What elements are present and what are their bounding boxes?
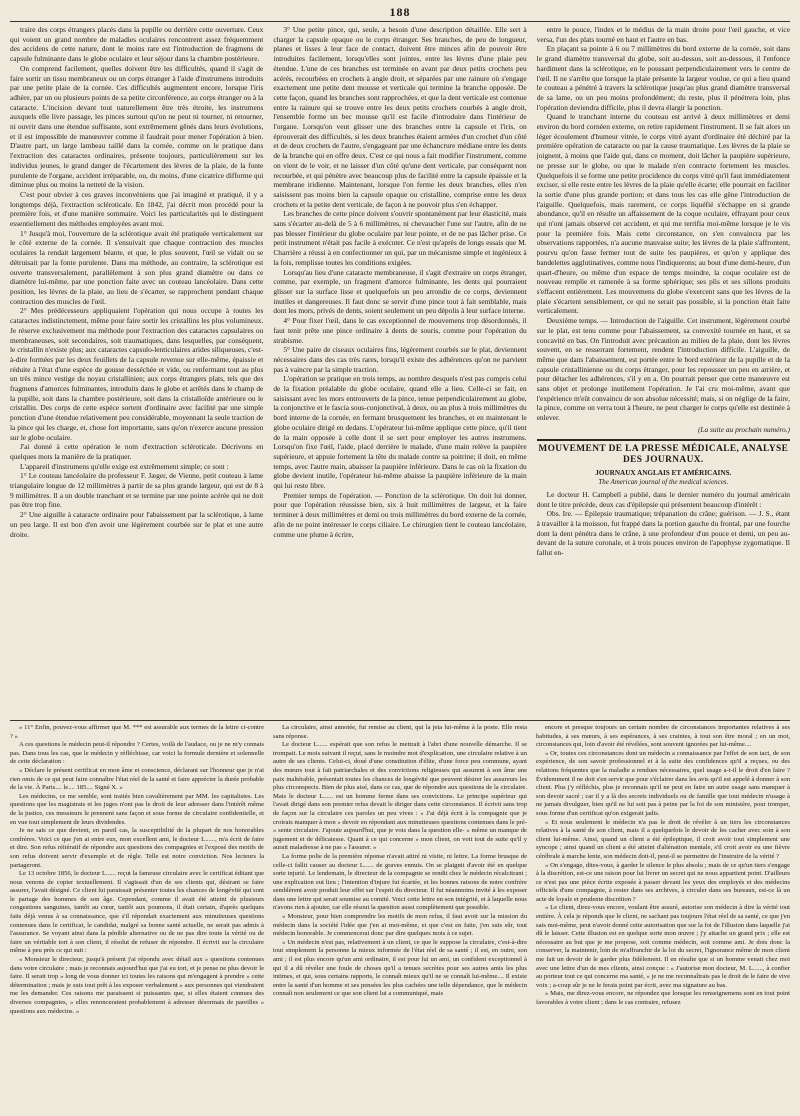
paragraph: Le 13 octobre 1856, le docteur L...... reçut la fameuse circulaire avec le certificat éditant que nous venons de copier textuellement. Il s'agissait d'un de ses clients qui, désirant se faire assurer, l'avait désigné. Ce client lui paraissait présenter toutes les chances de longévité qui sont le partage des hommes de son âge. Cependant, comme il avait été atteint de plusieurs congestions sanguines, tantôt au cœur, tantôt aux poumons, il était certain, d'après quelques faits déjà venus à sa connaissance, que s'il répondait exactement aux minutieuses questions contenues dans le certificat, le candidat, malgré sa bonne santé actuelle, ne serait pas admis à l'assurance. Se voyant ainsi dans la pénible alternative ou de ne pas dire toute la vérité ou de faire un véritable tort à son client, il résolut de refuser de répondre. Il écrivit sur la circulaire même à peu près ce qui suit : bbox=[10, 870, 264, 955]
paragraph: « Or, toutes ces circonstances dont un médecin a connaissance par l'effet de son tact, de son expérience, de son savoir professionnel et à la suite des confidences qu'il a reçues, ou des relations fréquentes que la maladie a rendues nécessaires, quel usage a-t-il le droit d'en faire ? Évidemment il ne doit s'en servir que pour s'éclairer dans les avis qu'il est appelé à donner à son client. Plus j'y réfléchis, plus je reconnais qu'il ne peut en faire un autre usage sans manquer à son devoir sacré ; car il y a là des secrets individuels ou de famille que tout médecin n'usage à ne jamais divulguer, bien qu'il ne lui soit pas à peine par la foi de son ministère, pour tromper, sous forme d'un certificat qu'on exigerait jadis. bbox=[536, 749, 790, 817]
paragraph: Obs. Ire. — Épilepsie traumatique; trépanation du crâne; guérison. — J. S., étant à travailler à la moisson, fut frappé dans la portion gauche du frontal, par une fourche dont la dent pénétra dans le crâne, à une profondeur d'un pouce et demi, un peu au-devant de la suture coronale, et à trois pouces environ de l'apophyse zygomatique. Il fallut en- bbox=[536, 509, 790, 558]
paragraph: 3° Une petite pince, qui, seule, a besoin d'une description détaillée. Elle sert à charger la capsule opaque ou le corps étranger. Ses branches, de peu de longueur, planes et lisses à leur face de contact, doivent être minces afin de pouvoir être introduites facilement, lorsqu'elles sont jointes, entre les lèvres d'une plaie peu étendue. L'une de ces branches est terminée en avant par deux petits crochets peu acérés, recourbées en crochets à angle droit, et séparées par une rainure où s'engage exactement une petite dent mousse et verticale qui termine la branche opposée. De cette façon, quand les branches sont rapprochées, et que la dent verticale est contenue entre la rainure qui se trouve entre les deux petits crochets courbés à angle droit, l'ensemble forme un bec mousse qu'il est facile d'introduire dans l'intérieur de l'organe. Lorsqu'on veut glisser une des branches entre la capsule et l'iris, on éprouverait des difficultés, si les deux branches étaient armées d'un crochet d'un côté et de deux crochets de l'autre, s'engageant par une échancrure médiane entre les dents de la branche qui en offre deux. C'est ce qui nous a fait modifier l'instrument, comme on vient de le voir, et ne laisser d'un côté qu'une dent verticale, par conséquent non recourbée, et qui pénètre avec beaucoup plus de facilité entre la capsule épaissie et la membrane iridienne. Maintenant, lorsque l'on ferme les deux branches, elles n'en saisissent pas moins bien la capsule opaque ou cristalline, comprise entre les deux crochets et la petite dent verticale, de façon à ne pouvoir plus s'en échapper. bbox=[273, 25, 527, 209]
paragraph: C'est pour obvier à ces graves inconvéniens que j'ai imaginé et pratiqué, il y a longtemps déjà, l'extraction scléroticale. En 1842, j'ai décrit mon procédé pour la première fois, et d'une manière sommaire. Voici les particularités qui le distinguent essentiellement des méthodes employées avant moi. bbox=[10, 189, 264, 229]
feuilleton-rule bbox=[10, 720, 790, 721]
article-columns bbox=[10, 25, 790, 717]
paragraph: » 11° Enfin, pouvez-vous affirmer que M. *** est assurable aux termes de la lettre ci-contre ? » bbox=[10, 724, 264, 740]
paragraph: On comprend facilement, quelles doivent être les difficultés, quand il s'agit de faire sortir un tissu membraneux ou un corps étranger à l'aide d'instrumens introduits par une petite plaie de la cornée. Ces difficultés augmentent encore, lorsque l'iris adhère, par un ou plusieurs points de sa petite circonférence, au corps étranger ou à la cataracte. L'incision devant tout naturellement être très étroite, les instrumens auxquels elle livre passage, les pinces surtout qu'on ne peut ni tourner, ni retourner, ni ouvrir dans une étendue suffisante, sont extrêmement gênés dans leurs évolutions, et il est impossible de manœuvrer comme il faudrait pour mener l'opération à bien. D'autre part, un large lambeau taillé dans la cornée, comme on le pratique dans l'extraction des cataractes ordinaires, présente toujours, particulièrement sur les individus jeunes, le grand danger de l'écartement des lèvres de la plaie, de la fonte purulente de l'organe, accident irréparable, ou, du moins, d'une cicatrice difforme qui diminue plus ou moins la netteté de la vision. bbox=[10, 63, 264, 190]
header-rule bbox=[10, 21, 790, 22]
section-subtitle: JOURNAUX ANGLAIS ET AMÉRICAINS. bbox=[595, 468, 732, 477]
paragraph: Quand le tranchant interne du couteau est arrivé à deux millimètres et demi environ du bord cornéen externe, on retire rapidement l'instrument. Il se fait alors un léger écoulement d'humeur vitrée, le corps vitré ayant d'ordinaire été déchiré par la première opération de cataracte ou par la cause traumatique. Les lèvres de la plaie se joignent, à moins que l'aide qui, dans ce moment, doit lâcher la paupière supérieure, ne presse sur le globe, ou que le malade n'en contracte fortement les muscles. Quelquefois il se forme une petite procidence du corps vitré qu'il faut immédiatement exciser, si elle reste entre les lèvres de la plaie qu'elle écarte; elle pourrait en faciliter la sortie d'une plus grande portion; et dans tous les cas elle gêne l'introduction de l'aiguille. Quelquefois, mais rarement, ce corps liquéfié s'échappe en si grande abondance, qu'il en résulte un affaissement de la coque oculaire, effrayant pour ceux qui n'ont jamais observé cet accident, et qui me terrifia moi-même lorsque je le vis pour la première fois. Mais cette circonstance, on s'en convaincra par les observations rapportées, n'a aucune mauvaise suite; les lèvres de la plaie s'affrontent, pourvu qu'on fasse fermer tout de suite les paupières, et qu'on y applique des bandelettes agglutinatives, comme nous l'indiquerons; au bout d'une demi-heure, d'un quart-d'heure, ou même d'un espace de temps moindre, la coque oculaire est de nouveau remplie et ramenée à sa forme sphérique; ses plis et ses sillons produits s'effacent entièrement. Les mouvemens du globe s'exercent sans que les lèvres de la plaie s'écartent sensiblement, ce qui ne serait pas possible, si la ponction était faite verticalement. bbox=[536, 112, 790, 316]
paragraph: Premier temps de l'opération. — Ponction de la sclérotique. On doit lui donner, pour que l'opération réussisse bien, six à huit millimètres de largeur, et la faire terminer à deux millimètres et demi ou trois millimètres du bord externe de la cornée, afin de ne point intéresser le corps ciliaire. Le chirurgien tient le couteau lancéolaire, comme une plume à écrire, bbox=[273, 490, 527, 539]
paragraph: Les branches de cette pince doivent s'ouvrir spontanément par leur élasticité, mais sans s'écarter au-delà de 5 à 6 millimètres, ni chevaucher l'une sur l'autre, afin de ne pas blesser l'intérieur du globe oculaire par leur pointe, et de ne pas lâcher prise. Ce petit instrument n'était pas facile à exécuter. Ce n'est qu'après de longs essais que M. Charrière a réussi à en confectionner un qui, par un mécanisme simple et ingénieux à la fois, remplisse toutes les conditions exigées. bbox=[273, 209, 527, 267]
paragraph: Lorsqu'au lieu d'une cataracte membraneuse, il s'agit d'extraire un corps étranger, comme, par exemple, un fragment d'amorce fulminante, les dents qui pourraient glisser sur la surface lisse et quelquefois un peu arrondie de ce corps, deviennent inutiles et dangereuses. Il faut donc se servir d'une pince tout à fait semblable, mais dont les mors, privés de dents, soient seulement un peu dépolis à leur surface interne. bbox=[273, 267, 527, 316]
paragraph: L'appareil d'instrumens qu'elle exige est extrêmement simple; ce sont : bbox=[20, 461, 229, 471]
feuilleton-column-3 bbox=[536, 724, 790, 1116]
paragraph: « Monsieur le directeur, jusqu'à présent j'ai répondu avec détail aux » questions contenues dans votre circulaire ; mais je reconnais aujourd'hui que j'ai eu tort, et je pense ne plus devoir le faire. Il serait trop » long de vous donner ici toutes les raisons qui m'engagent à prendre » cette détermination ; mais je suis tout prêt à les exposer verbalement » aux personnes qui viendraient me les demander. Ces raisons me paraissent si puissantes que, si elles étaient connues des diverses compagnies, » elles renonceraient probablement à adresser désormais de pareilles » questions aux médecins. » bbox=[10, 956, 264, 1015]
column-2 bbox=[273, 25, 526, 717]
paragraph: J'ai donné à cette opération le nom d'extraction scléroticale. Décrivons en quelques mots la manière de la pratiquer. bbox=[10, 442, 264, 461]
paragraph: Le docteur L...... espérait que son refus le mettrait à l'abri d'une nouvelle démarche. Il se trompait. Le mois suivant il reçut, sans le moindre mot d'explication, une circulaire relative à un autre de ses clients. Celui-ci, doué d'une constitution d'élite, d'une force peu commune, ayant des mœurs tout à fait patriarchales et des convictions religieuses qui assurent à son âme une paix inaltérable, présentait toutes les chances de longévité que peuvent désirer les assureurs les plus circonspects. Bien de plus aisé, dans ce cas, que de répondre aux questions de la circulaire. Mais le docteur L...... est un homme ferme dans ses convictions. Le principe supérieur qui l'avait dirigé dans son premier refus devait le diriger dans cette circonstance. Il écrivit sans trop de façon sur la circulaire ces paroles un peu vives : « J'ai déjà écrit à la compagnie que je croirais manquer à mon » devoir en répondant aux minutieuses questions contenues dans le pré- » sente circulaire. J'ajoute aujourd'hui, que je vois dans la question elle- » même un manque de jugement et de délicatesse. Quant à ce qui concerne » mon client, on voit tout de suite qu'il y aurait maladresse à ne pas » l'assurer. » bbox=[273, 741, 527, 852]
feuilleton-column-2 bbox=[273, 724, 527, 1116]
paragraph: 1° Jusqu'à moi, l'ouverture de la sclérotique avait été pratiquée verticalement sur le côté externe de la cornée. Il s'ensuivait que chaque contraction des muscles oculaires la rendait largement béante, et que, le plus souvent, l'œil se vidait ou se détruisait par la fonte purulente. Dans ma méthode, au contraire, la sclérotique est ouverte transversalement, parallèlement à son plus grand diamètre ou dans ce diamètre lui-même, par une ponction faite avec un couteau lancéolaire. Dans cette position, les lèvres de la plaie, au lieu de s'écarter, se rapprochent pendant chaque contraction des muscles de l'œil. bbox=[10, 228, 264, 306]
paragraph: 4° Pour fixer l'œil, dans le cas exceptionnel de mouvemens trop désordonnés, il faut tenir prête une pince ordinaire à dents de souris, comme pour l'opération du strabisme. bbox=[273, 316, 527, 345]
continued-note: (La suite au prochain numéro.) bbox=[697, 424, 790, 434]
paragraph: Les médecins, ce me semble, sont traités bien cavalièrement par MM. les capitalistes. Les questions que les magistrats et les juges n'ont pas le droit de leur adresser dans l'intérêt même de la justice, ces messieurs le prennent sans façon et sous forme de circulaire confidentielle, et en vue tout simplement de leurs dividendes. bbox=[10, 792, 264, 826]
paragraph: Le docteur H. Campbell a publié, dans le dernier numéro du journal américain dont le titre précède, deux cas d'épilepsie qui présentent beaucoup d'intérêt : bbox=[536, 489, 790, 509]
paragraph: « Déclare le présent certificat en mon âme et conscience, déclarant sur l'honneur que je n'ai rien omis de ce qui peut faire connaître l'état réel de la santé et faire apprécier la durée probable de la vie. À Paris.... le.... 185.... Signé X. » bbox=[10, 766, 264, 792]
paragraph: Deuxième temps. — Introduction de l'aiguille. Cet instrument, légèrement courbé sur le plat, est tenu comme pour l'abaissement, sa convexité tournée en haut, et sa concavité en bas. On l'introduit avec précaution au milieu de la plaie, dont les lèvres souvent, en se resserrant fortement, rendent l'introduction difficile. L'aiguille, de même que dans l'abaissement, est portée entre le bord extérieur de la pupille et de la capsule cristallinienne ou du corps étranger, pour les repousser un peu en arrière, et pour détacher les adhérences, s'il y en a. On pourrait penser que cette manœuvre est sans objet et prolonge inutilement l'opération. Je l'ai cru moi-même, avant que l'expérience m'eût convaincu de son absolue nécessité; mais, si on néglige de la faire, la pince, comme on verra tout à l'heure, ne peut charger le corps qu'elle est destinée à enlever. bbox=[536, 316, 790, 423]
paragraph: « Le client, direz-vous encore, voulant être assuré, autorise son médecin à dire la vérité tout entière. À cela je réponds que le client, ne sachant pas toujours l'état réel de sa santé, ce que j'en sais moi-même, peut n'avoir donné cette autorisation que sur la foi de l'illusion dans laquelle j'ai dû le laisser. Cette illusion est en quelque sorte mon œuvre ; j'y attache un grand prix ; elle est nécessaire au but que je me propose, soit comme médecin, soit comme ami. Je dois donc la conserver, la maintenir, loin de m'affranchir de la loi du secret, l'ignorance même de mon client me fait un devoir de le garder plus fidèlement. Il en résulte que si un homme venait chez moi avec une lettre d'un de mes clients, ainsi conçue : « J'autorise mon docteur, M. L......, à confier au porteur tout ce qui concerne ma santé, » je ne me reconnaîtrais pas le droit de le faire de vive voix ; a-coup sûr je ne le ferais point par écrit, avec ma signature au bas. bbox=[536, 904, 790, 989]
paragraph: L'opération se pratique en trois temps, au nombre desquels n'est pas compris celui de la fixation préalable du globe oculaire, quand elle a lieu. Celle-ci se fait, en saisissant avec les mors entrouverts de la pince, tenue perpendiculairement au globe, la conjonctive et le fascia sous-conjonctival, à deux, ou au plus à trois millimètres du bord interne de la cornée, en fermant brusquement les branches, et en maintenant le globe oculaire dirigé en dedans. L'opérateur lui-même applique cette pince, qu'il tient de la main opposée à celle dont il se sert pour employer les autres instrumens. Lorsqu'on fixe l'œil, l'aide, placé derrière le malade, d'une main relève la paupière supérieure, et appuie fortement la tête du malade contre sa poitrine; il doit, en même temps, avec l'autre main, abaisser la paupière inférieure. Dans le cas où la fixation du globe devient inutile, l'opérateur lui-même abaisse la paupière inférieure de la main qui lui reste libre. bbox=[273, 374, 527, 491]
feuilleton-columns bbox=[10, 724, 790, 1116]
feuilleton-column-1 bbox=[10, 724, 264, 1116]
paragraph: En plaçant sa pointe à 6 ou 7 millimètres du bord externe de la cornée, soit dans le grand diamètre transversal du globe, soit au-dessus, soit au-dessous, il l'enfonce hardiment dans la sclérotique, en le poussant perpendiculairement vers le centre de l'œil. Il ne s'arrête que lorsque la plaie présente la largeur voulue, ce qui a lieu quand le couteau a pénétré à travers la sclérotique jusqu'au plus grand diamètre transversal de sa lame, ou un peu moins profondément; du reste, plus il pénétrera loin, plus l'opération deviendra difficile, plus il devra élargir la ponction. bbox=[536, 44, 790, 112]
paragraph: 2° Une aiguille à cataracte ordinaire pour l'abaissement par la sclérotique, à lame un peu large. Il est bon d'en avoir une légèrement courbée sur le plat et une autre droite. bbox=[10, 510, 264, 539]
paragraph: A ces questions le médecin peut-il répondre ? Certes, voilà de l'audace, ou je ne m'y connais pas. Dans tous les cas, que le médecin y réfléchisse, car voici la formule dernière et solennelle de cette déclaration : bbox=[10, 741, 264, 766]
paragraph: 1° Le couteau lancéolaire du professeur F. Jæger, de Vienne, petit couteau à lame triangulaire longue de 12 millimètres à partir de sa plus grande largeur, qui est de 8 à 9 millimètres. Il a un double tranchant et se termine par une pointe acérée qui ne doit pas être trop fine. bbox=[10, 471, 264, 510]
paragraph: La circulaire, ainsi annotée, fut remise au client, qui la jeta lui-même à la poste. Elle resta sans réponse. bbox=[273, 724, 527, 740]
paragraph: 2° Mes prédécesseurs appliquaient l'opération qui nous occupe à toutes les cataractes indistinctement, même pour faire sortir les cristallins les plus volumineux. Je réserve exclusivement ma méthode pour l'extraction des cataractes capsulaires ou membraneuses, soit secondaires, soit traumatiques, dans lesquelles, par conséquent, le cristallin n'existe plus; aux cataractes capsulo-lenticulaires arides siliqueuses, c'est-à-dire formées par les deux feuillets de la capsule revenue sur elle-même, épaissie et réduite à l'état d'une espèce de gousse desséchée et vide, ou renfermant tout au plus un très mince vestige du noyau cristallinien; aux corps étrangers plats, tels que des fragmens d'amorces fulminantes, introduits dans le globe et arrêtés dans le champ de la pupille, soit dans la chambre postérieure, soit dans la cristalloïde antérieure ou le cristallin. Des corps de cette espèce sortent d'ordinaire avec facilité par une simple ponction d'une étendue relativement peu considérable, moyennant la seule traction de la pince qui les charge, et, chose fort importante, sans qu'on n'exerce aucune pression sur le globe oculaire. bbox=[10, 306, 264, 442]
section-title: MOUVEMENT DE LA PRESSE MÉDICALE, ANALYSE DES JOURNAUX. bbox=[537, 439, 790, 466]
paragraph: « Monsieur, pour bien comprendre les motifs de mon refus, il faut avoir sur la mission du médecin dans la société l'idée que j'en ai moi-même, et que c'est en faite, j'en suis sûr, tout médecin honorable. Je commencerai donc par dire quelques mots à ce sujet. bbox=[273, 913, 527, 938]
paragraph: « Et nous seulement le médecin n'a pas le droit de révéler à un tiers les circonstances relatives à la santé de son client, mais il a quelquefois le devoir de les cacher avec soin à son client lui-même. Ainsi, quand un client a été épileptique, il croit avoir tout simplement une syncope ; ainsi quand un client a été atteint d'aliénation mentale, s'il croit avoir eu une fièvre cérébrale à marche lente, son médecin doit-il, peut-il se permettre de l'instruire de la vérité ? bbox=[536, 818, 790, 860]
page-number: 188 bbox=[389, 5, 411, 19]
paragraph: 5° Une paire de ciseaux oculaires fins, légèrement courbés sur le plat, deviennent nécessaires dans des cas très rares, lorsqu'il existe des adhérences qu'on ne parvient pas à vaincre par la simple traction. bbox=[273, 345, 527, 374]
paragraph: entre le pouce, l'index et le médius de la main droite pour l'œil gauche, et vice versa, l'un des plats tourné en haut et l'autre en bas. bbox=[536, 25, 790, 44]
paragraph: La forme polie de la première réponse n'avait attiré ni visite, ni lettre. La forme brusque de celle-ci fallit causer au docteur L...... de graves ennuis. On se plaignit d'avoir été en quelque sorte injurié. Le lendemain, le directeur de la compagnie se rendit chez le médecin récalcitrant ; une explication eut lieu ; l'intention d'injure fut écartée, et les bonnes raisons de notre confrère semblèrent avoir produit leur effet sur l'esprit du directeur. Il fut néanmoins invité à les exposer dans une lettre qui serait soumise au comité. Voici cette lettre en son intégrité, et à laquelle nous n'avons rien à ajouter, car elle résout la question aussi complètement que possible. bbox=[273, 852, 527, 912]
section-source: The American journal of the medical sciences. bbox=[598, 478, 729, 487]
paragraph: traire des corps étrangers placés dans la pupille ou derrière cette ouverture. Ceux qui voient un grand nombre de maladies oculaires rencontrent assez fréquemment des accidens de cette nature, dont le moins rare est l'introduction de fragmens de capsule fulminante dans le globe oculaire et leur séjour dans la chambre postérieure. bbox=[10, 25, 264, 64]
paragraph: Je ne sais ce que devient, en pareil cas, la susceptibilité de la plupart de nos honorables confrères. Voici ce que j'en ai entre eux, mon excellent ami, le docteur L......, m'a écrit de faire et dire. Son refus réitératif de répondre aux questions des compagnies et l'exposé des motifs de son refus doivent servir d'exemple et de règle. Telle est notre conviction. Nos lecteurs la partageront. bbox=[10, 827, 264, 869]
paragraph: encore et presque toujours un certain nombre de circonstances importantes relatives à ses habitudes, à ses mœurs, à ses espérances, à ses craintes, à tout son être moral ; en un mot, circonstances qui, loin d'avoir été révélées, sont souvent ignorées par lui-même.... bbox=[536, 724, 790, 749]
paragraph: « Un médecin n'est pas, relativement à un client, ce que le suppose la circulaire, c'est-à-dire tout simplement la personne la mieux informée de l'état réel de sa santé ; il est, en outre, son ami ; il est plus encore qu'un ami ordinaire, il est pour lui un ami, un confident exceptionnel à qui il a dû révéler une foule de choses qu'il a tenues secrètes pour ses autres amis les plus intimes, et qui, sous certains rapports, le connaît mieux qu'il ne se connaît lui-même.... Il existe entre la santé d'un homme et ses pensées les plus cachées une telle dépendance, que le médecin connaît non seulement ce que son client lui a communiqué, mais bbox=[273, 938, 527, 998]
column-1 bbox=[10, 25, 263, 717]
paragraph: « On s'engage, dites-vous, à garder le silence le plus absolu ; mais de ce qu'un tiers s'engage à la discrétion, est-ce une raison pour lui livrer un secret qui ne nous appartient point. D'ailleurs ce n'est pas une pièce écrite exposée à passer devant les yeux des employés et des médecins officiels d'une compagnie, à rester dans ses archives, à circuler dans ses bureaux, est-ce là un acte de loyale et prudente discrétion ? bbox=[536, 861, 790, 903]
paragraph: » Mais, me direz-vous encore, ne répondez que lorsque les renseignemens sont en tout point favorables à votre client ; dans le cas contraire, refusez bbox=[536, 990, 790, 1006]
column-3 bbox=[537, 25, 790, 717]
